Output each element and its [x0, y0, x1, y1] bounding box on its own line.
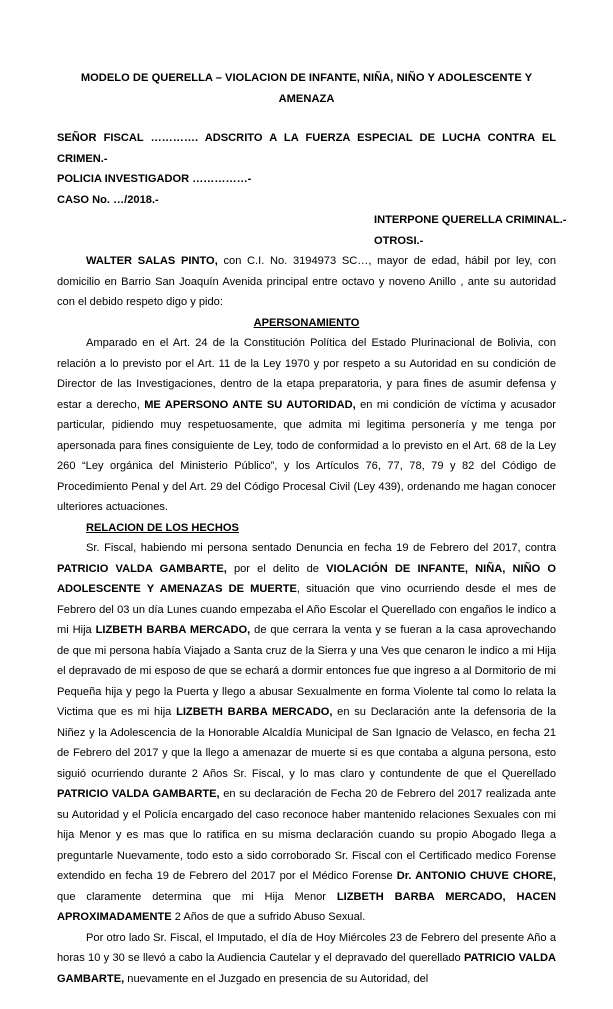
document-body — [57, 68, 567, 989]
hechos-text-5: en su Declaración ante la defensoria de la Niñez y la Adolescencia de la Honorable Alcaldía Municipal de San Ignacio de Velasco, en fecha 21 de Febrero del 2017 y que la llego a amenazar de muerte si es que contaba a alguna persona, esto siguió ocurriendo durante 2 Años Sr. Fiscal, y lo mas claro y contundente de que el Querellado — [57, 706, 556, 780]
header-line-policia: POLICIA INVESTIGADOR ……………- — [57, 173, 252, 185]
heading-apersonamiento: APERSONAMIENTO — [253, 316, 360, 329]
paragraph-identificacion — [57, 251, 556, 313]
hechos-text-3: , situación que vino ocurriendo desde el mes de Febrero del 03 un día Lunes cuando empezaba el Año Escolar el Querellado con engaños le indico a mi Hija — [57, 583, 556, 636]
hechos-text-7: que claramente determina que mi Hija Menor — [57, 890, 337, 903]
querellante-details: con C.I. No. 3194973 SC…, mayor de edad, hábil por ley, con domicilio en Barrio San Joaquín Avenida principal entre octavo y noveno Anillo , ante su autoridad con el debido respeto digo y pido: — [57, 255, 556, 308]
victima-name-3: LIZBETH BARBA MERCADO, HACEN APROXIMADAMENTE — [57, 890, 556, 923]
document-title: MODELO DE QUERELLA – VIOLACION DE INFANTE, NIÑA, NIÑO Y ADOLESCENTE Y AMENAZA — [80, 72, 533, 105]
delito-name: VIOLACIÓN DE INFANTE, NIÑA, NIÑO O ADOLESCENTE Y AMENAZAS DE MUERTE — [57, 562, 556, 595]
victima-name-1: LIZBETH BARBA MERCADO, — [95, 624, 251, 636]
audiencia-text-1: Por otro lado Sr. Fiscal, el Imputado, el día de Hoy Miércoles 23 de Febrero del presente Año a horas 10 y 30 se llevó a cabo la Audiencia Cautelar y el depravado del querellado — [57, 931, 556, 964]
header-otrosi: OTROSI.- — [374, 234, 424, 247]
header-line-caso: CASO No. …/2018.- — [57, 193, 159, 206]
acusado-name-2: PATRICIO VALDA GAMBARTE, — [57, 788, 220, 800]
apersonamiento-text-2: en mi condición de víctima y acusador particular, pidiendo muy respetuosamente, que admita mi legitima personería y me tenga por apersonada para fines consiguiente de Ley, todo de conformidad a lo previsto en el Art. 68 de la Ley 260 “Ley orgánica del Ministerio Público”, y los Artículos 76, 77, 78, 79 y 82 del Código de Procedimiento Penal y del Art. 29 del Código Procesal Civil (Ley 439), ordenando me hagan conocer ulteriores actuaciones. — [57, 398, 557, 513]
acusado-name-3: PATRICIO VALDA GAMBARTE, — [57, 952, 556, 985]
hechos-text-2: por el delito de — [226, 562, 327, 575]
header-line-fiscal: SEÑOR FISCAL …………. ADSCRITO A LA FUERZA ESPECIAL DE LUCHA CONTRA EL CRIMEN.- — [57, 132, 556, 165]
apersonamiento-text-1: Amparado en el Art. 24 de la Constitución Política del Estado Plurinacional de Bolivia, con relación a lo previsto por el Art. 11 de la Ley 1970 y por respeto a su Autoridad en su condición de Director de las Investigaciones, dentro de la etapa preparatoria, y para fines de asumir defensa y estar a derecho, — [57, 337, 556, 411]
medico-forense-name: Dr. ANTONIO CHUVE CHORE, — [396, 870, 556, 882]
header-interpone-querella: INTERPONE QUERELLA CRIMINAL.- — [374, 214, 567, 226]
victima-name-2: LIZBETH BARBA MERCADO, — [176, 706, 333, 718]
hechos-text-4: de que cerrara la venta y se fueran a la casa aprovechando de que mi persona había Viajado a Santa cruz de la Sierra y una Ves que cenaron le indico a mi Hija el depravado de mi esposo de que se echará a dormir entonces fue que ingreso a al Dormitorio de mi Pequeña hija y pego la Puerta y llego a abusar Sexualmente en forma Violente tal como lo relata la Victima que es mi hija — [57, 624, 557, 718]
hechos-text-6: en su declaración de Fecha 20 de Febrero del 2017 realizada ante su Autoridad y el Policía encargado del caso reconoce haber mantenido relaciones Sexuales con mi hija Menor y es mas que lo ratifica en su misma declaración cuando su propio Abogado llega a preguntarle Nuevamente, todo esto a sido corroborado Sr. Fiscal con el Certificado medico Forense extendido en fecha 19 de Febrero del 2017 por el Médico Forense — [57, 788, 556, 882]
heading-relacion-hechos: RELACION DE LOS HECHOS — [86, 521, 239, 534]
querellante-name: WALTER SALAS PINTO, — [86, 255, 218, 267]
paragraph-audiencia-cautelar — [57, 928, 556, 990]
paragraph-apersonamiento — [57, 313, 556, 518]
hechos-text-1: Sr. Fiscal, habiendo mi persona sentado Denuncia en fecha 19 de Febrero del 2017, contra — [86, 542, 556, 554]
apersonamiento-emphasis: ME APERSONO ANTE SU AUTORIDAD, — [144, 398, 356, 411]
paragraph-relacion-hechos — [57, 518, 556, 928]
hechos-text-8: 2 Años de que a sufrido Abuso Sexual. — [171, 911, 366, 923]
audiencia-text-2: nuevamente en el Juzgado en presencia de su Autoridad, del — [124, 972, 429, 985]
acusado-name-1: PATRICIO VALDA GAMBARTE, — [57, 562, 227, 575]
